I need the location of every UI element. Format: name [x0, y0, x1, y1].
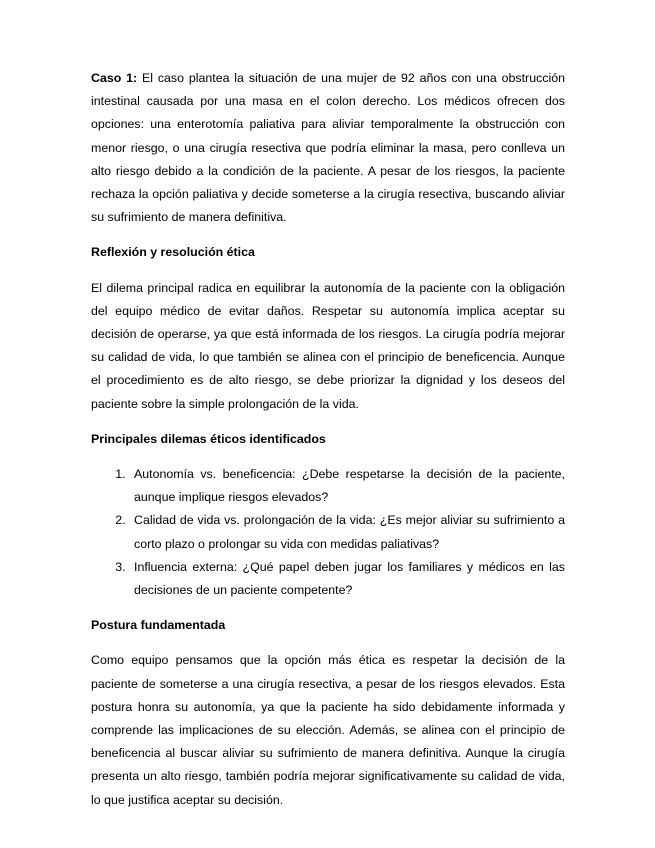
case-paragraph — [91, 67, 565, 229]
dilemma-item: 2. Calidad de vida vs. prolongación de la vida: ¿Es mejor aliviar su sufrimiento a corto plazo o prolongar su vida con medidas paliativas? — [129, 509, 565, 555]
position-heading: Postura fundamentada — [91, 618, 226, 633]
dilemma-item: 1. Autonomía vs. beneficencia: ¿Debe respetarse la decisión de la paciente, aunque implique riesgos elevados? — [129, 463, 565, 509]
document-page — [91, 67, 565, 812]
case-text: El caso plantea la situación de una mujer de 92 años con una obstrucción intestinal causada por una masa en el colon derecho. Los médicos ofrecen dos opciones: una enterotomía paliativa para aliviar temporalmente la obstrucción con menor riesgo, o una cirugía resectiva que podría eliminar la masa, pero conlleva un alto riesgo debido a la condición de la paciente. A pesar de los riesgos, la paciente rechaza la opción paliativa y decide someterse a la cirugía resectiva, buscando aliviar su sufrimiento de manera definitiva. — [91, 71, 566, 225]
dilemmas-heading: Principales dilemas éticos identificados — [91, 431, 326, 446]
dilemma-item: 3. Influencia externa: ¿Qué papel deben jugar los familiares y médicos en las decisiones de un paciente competente? — [129, 556, 565, 602]
reflection-heading: Reflexión y resolución ética — [91, 245, 255, 260]
dilemmas-list — [91, 463, 565, 602]
position-paragraph: Como equipo pensamos que la opción más ética es respetar la decisión de la paciente de someterse a una cirugía resectiva, a pesar de los riesgos elevados. Esta postura honra su autonomía, ya que la paciente ha sido debidamente informada y comprende las implicaciones de su elección. Además, se alinea con el principio de beneficencia al buscar aliviar su sufrimiento de manera definitiva. Aunque la cirugía presenta un alto riesgo, también podría mejorar significativamente su calidad de vida, lo que justifica aceptar su decisión. — [91, 653, 565, 807]
reflection-paragraph: El dilema principal radica en equilibrar la autonomía de la paciente con la obligación del equipo médico de evitar daños. Respetar su autonomía implica aceptar su decisión de operarse, ya que está informada de los riesgos. La cirugía podría mejorar su calidad de vida, lo que también se alinea con el principio de beneficencia. Aunque el procedimiento es de alto riesgo, se debe priorizar la dignidad y los deseos del paciente sobre la simple prolongación de la vida. — [91, 280, 565, 411]
case-label: Caso 1: — [91, 71, 138, 85]
